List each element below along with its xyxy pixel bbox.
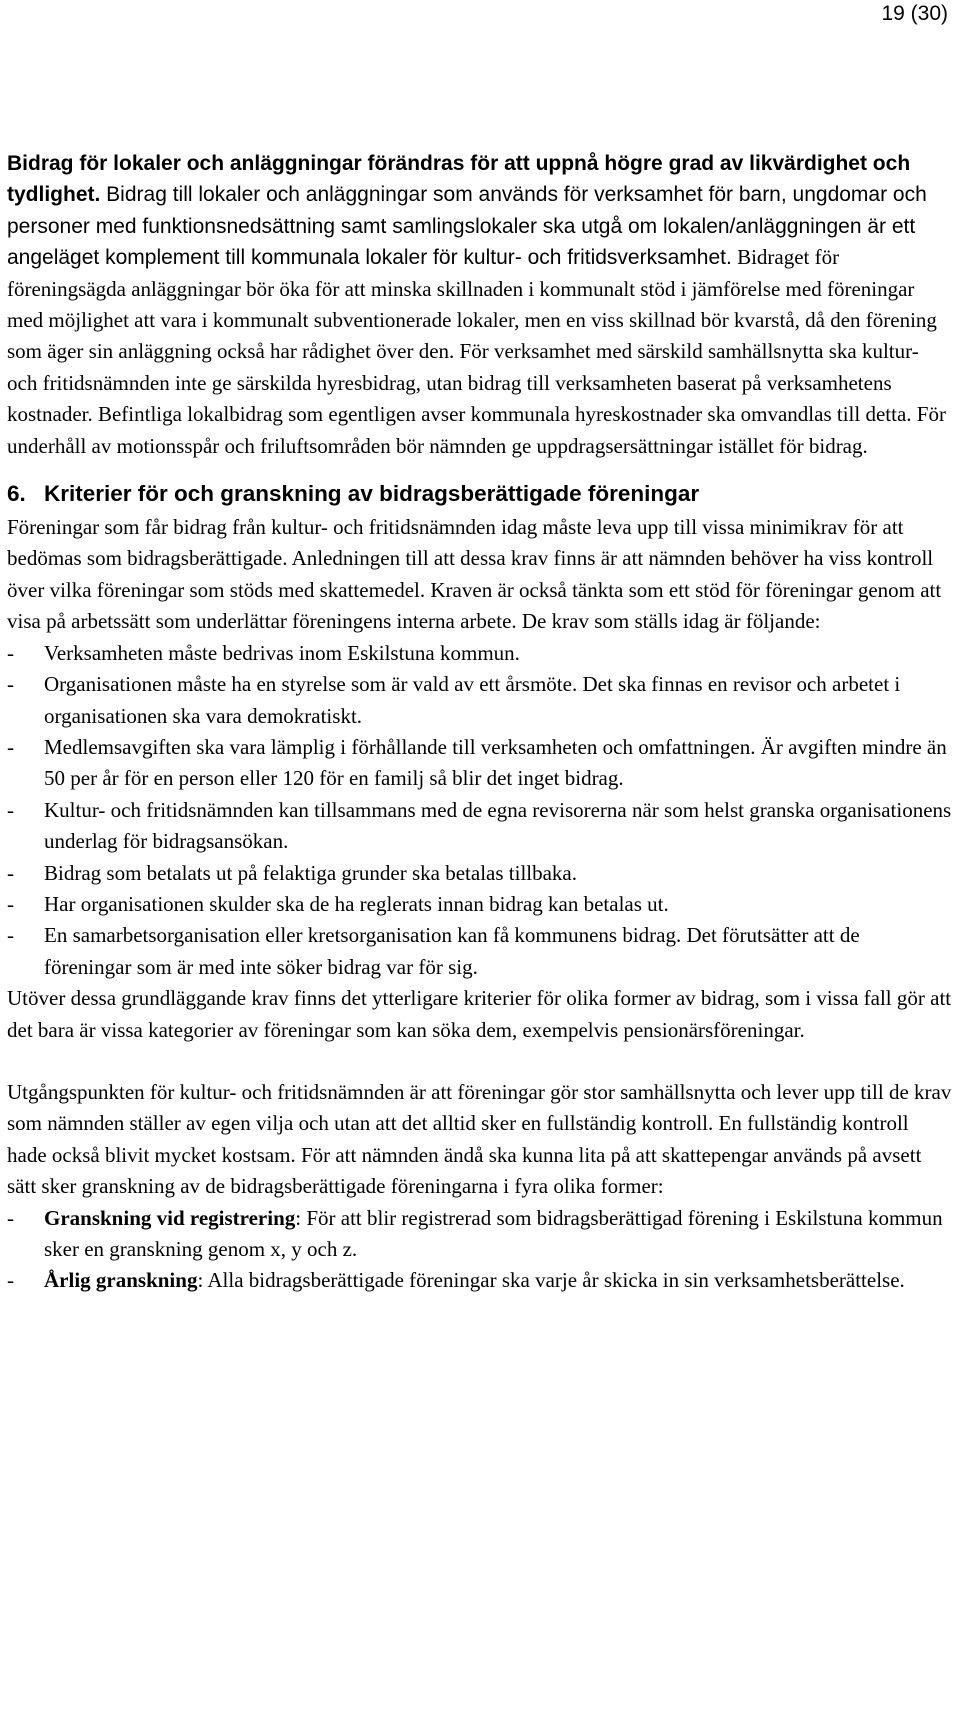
dash-bullet: - [7, 734, 14, 759]
list-item [7, 1265, 952, 1296]
review-forms-list [7, 1203, 952, 1297]
section-paragraph-3: Utgångspunkten för kultur- och fritidsnämnden är att föreningar gör stor samhällsnytta och lever upp till de krav som nämnden ställer av egen vilja och utan att det alltid sker en fullständig kontroll. En fullständig kontroll hade också blivit mycket kostsam. För att nämnden ändå ska kunna lita på att skattepengar används på avsett sätt sker granskning av de bidragsberättigade föreningarna i fyra olika former: [7, 1079, 952, 1199]
section-paragraph-1: Föreningar som får bidrag från kultur- och fritidsnämnden idag måste leva upp till vissa minimikrav för att bedömas som bidragsberättigade. Anledningen till att dessa krav finns är att nämnden behöver ha viss kontroll över vilka föreningar som stöds med skattemedel. Kraven är också tänkta som ett stöd för föreningar genom att visa på arbetssätt som underlättar föreningens interna arbete. De krav som ställs idag är följande: [7, 515, 942, 634]
list-item: - Organisationen måste ha en styrelse som är vald av ett årsmöte. Det ska finnas en revisor och arbetet i organisationen ska vara demokratiskt. [7, 669, 952, 732]
dash-bullet: - [7, 797, 14, 822]
list-item [7, 1203, 952, 1266]
requirements-list [7, 638, 952, 983]
intro-bold-lead: Bidrag för lokaler och anläggningar förändras för att uppnå högre grad av likvärdighet och tydlighet. [7, 152, 911, 207]
list-item: - Kultur- och fritidsnämnden kan tillsammans med de egna revisorerna när som helst granska organisationens underlag för bidragsansökan. [7, 795, 952, 858]
dash-bullet: - [7, 923, 14, 948]
list-item: - Medlemsavgiften ska vara lämplig i förhållande till verksamheten och omfattningen. Är avgiften mindre än 50 per år för en person eller 120 för en familj så blir det inget bidrag. [7, 732, 952, 795]
form-text: : För att blir registrerad som bidragsberättigad förening i Eskilstuna kommun sker en granskning genom x, y och z. [44, 1205, 943, 1261]
intro-serif-text: Bidraget för föreningsägda anläggningar bör öka för att minska skillnaden i kommunalt stöd i jämförelse med föreningar med möjlighet att vara i kommunalt subventionerade lokaler, men en viss skillnad bör kvarstå, då den förening som äger sin anläggning också har rådighet över den. För verksamhet med särskild samhällsnytta ska kultur- och fritidsnämnden inte ge särskilda hyresbidrag, utan bidrag till verksamheten baserat på verksamhetens kostnader. Befintliga lokalbidrag som egentligen avser kommunala hyreskostnader ska omvandlas till detta. För underhåll av motionsspår och friluftsområden bör nämnden ge uppdragsersättningar istället för bidrag. [7, 245, 946, 458]
list-item: - Verksamheten måste bedrivas inom Eskilstuna kommun. [7, 638, 952, 669]
document-body [7, 148, 952, 1297]
section-paragraph-2: Utöver dessa grundläggande krav finns det ytterligare kriterier för olika former av bidrag, som i vissa fall gör att det bara är vissa kategorier av föreningar som kan söka dem, exempelvis pensionärsföreningar. [7, 986, 952, 1042]
intro-paragraph [7, 148, 952, 462]
form-term: Årlig granskning [44, 1268, 198, 1293]
paragraph-spacer [7, 1046, 952, 1077]
list-item: - Har organisationen skulder ska de ha reglerats innan bidrag kan betalas ut. [7, 889, 952, 920]
list-item: - En samarbetsorganisation eller kretsorganisation kan få kommunens bidrag. Det förutsätter att de föreningar som är med inte söker bidrag var för sig. [7, 920, 952, 983]
dash-bullet: - [7, 1268, 14, 1293]
dash-bullet: - [7, 1205, 14, 1230]
list-item: - Bidrag som betalats ut på felaktiga grunder ska betalas tillbaka. [7, 858, 952, 889]
section-number: 6. [7, 481, 26, 507]
form-term: Granskning vid registrering [44, 1205, 296, 1230]
page-number: 19 (30) [881, 2, 948, 25]
intro-sans-text: Bidrag till lokaler och anläggningar som används för verksamhet för barn, ungdomar och personer med funktionsnedsättning samt samlingslokaler ska utgå om lokalen/anläggningen är ett angeläget komplement till kommunala lokaler för kultur- och fritidsverksamhet. [7, 183, 927, 270]
dash-bullet: - [7, 860, 14, 885]
dash-bullet: - [7, 640, 14, 665]
section-title: Kriterier för och granskning av bidragsberättigade föreningar [44, 481, 700, 507]
dash-bullet: - [7, 672, 14, 697]
section-heading [7, 476, 952, 512]
dash-bullet: - [7, 891, 14, 916]
form-text: : Alla bidragsberättigade föreningar ska varje år skicka in sin verksamhetsberättelse. [197, 1268, 905, 1293]
